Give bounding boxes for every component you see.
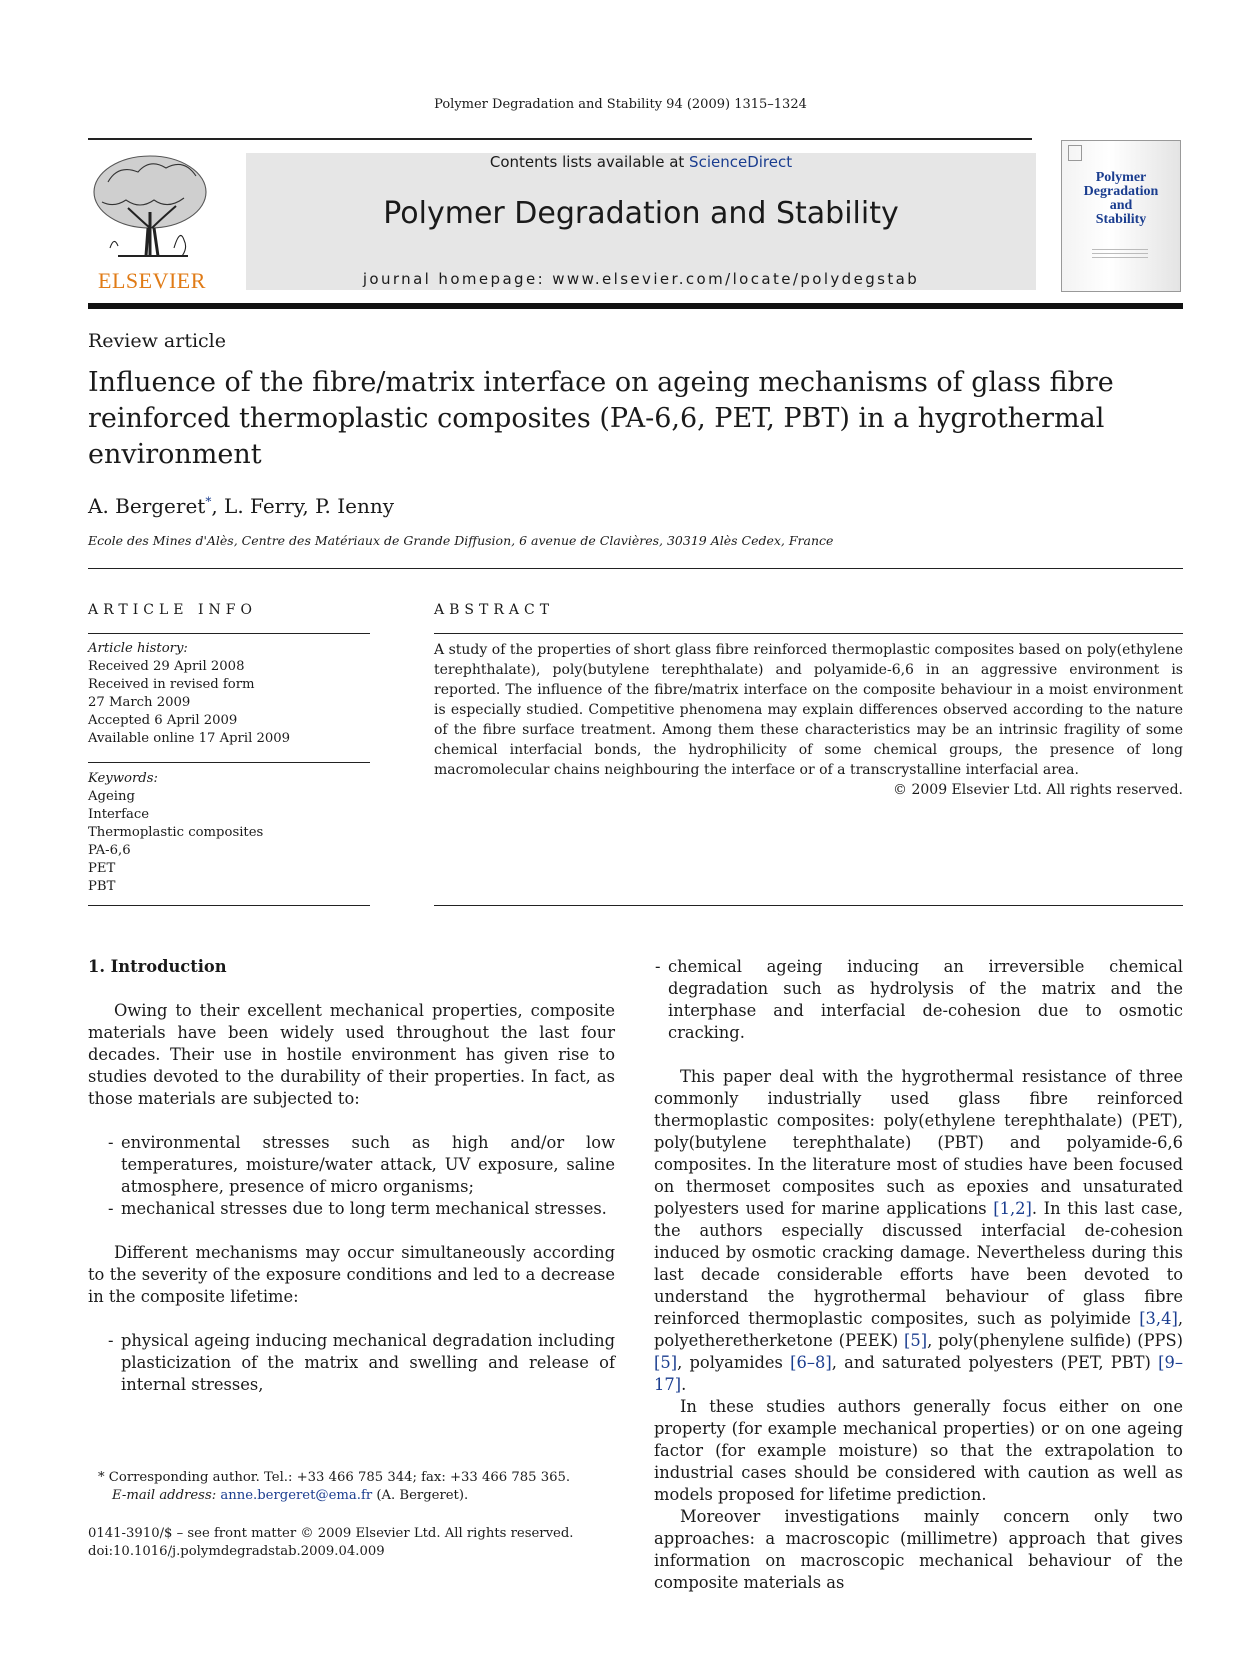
history-label: Article history:: [88, 641, 188, 656]
paragraph: [654, 1066, 1183, 1396]
paragraph: Different mechanisms may occur simultaneously according to the severity of the exposure conditions and led to a decrease in the composite lifetime:: [88, 1243, 615, 1306]
authors: [88, 494, 394, 518]
header-rule: [88, 138, 1032, 140]
text: . In this last case, the authors especially discussed interfacial de-cohesion induced by osmotic cracking damage. Nevertheless during this last decade considerable efforts have been devoted to understand the hygrothermal behaviour of glass fibre reinforced thermoplastic composites, such as polyimide: [654, 1199, 1183, 1328]
info-rule: [88, 905, 370, 906]
elsevier-tree-icon: [88, 152, 216, 270]
text: This paper deal with the hygrothermal resistance of three commonly industrially used glass fibre reinforced thermoplastic composites: poly(ethylene terephthalate) (PET), poly(butylene terephthalate) (PBT) and polyamide-6,6 composites. In the literature most of studies have been focused on thermoset composites such as epoxies and unsaturated polyesters used for marine applications: [654, 1067, 1183, 1218]
email-footnote: [88, 1487, 618, 1505]
contents-prefix: Contents lists available at: [489, 153, 690, 171]
paragraph: In these studies authors generally focus either on one property (for example mechanical properties) or on one ageing factor (for example moisture) so that the extrapolation to industrial cases should be considered with caution as well as models proposed for lifetime prediction.: [654, 1397, 1183, 1504]
body-left-column: [88, 956, 615, 1396]
keyword: Ageing: [88, 789, 135, 804]
history-item: Available online 17 April 2009: [88, 731, 291, 746]
title-rule: [88, 568, 1183, 569]
bullet-list: [654, 956, 1183, 1044]
bullet-list: [88, 1132, 615, 1220]
list-item: - mechanical stresses due to long term mechanical stresses.: [88, 1198, 615, 1220]
email-suffix: (A. Bergeret).: [372, 1488, 469, 1503]
history-item: Received in revised form: [88, 677, 255, 692]
corresponding-text: Corresponding author. Tel.: +33 466 785 344; fax: +33 466 785 365.: [108, 1470, 571, 1485]
text: , poly(phenylene sulfide) (PPS): [927, 1331, 1183, 1350]
list-item: - physical ageing inducing mechanical degradation including plasticization of the matrix and swelling and release of internal stresses,: [88, 1330, 615, 1396]
cover-title-line: Degradation: [1083, 184, 1159, 199]
abstract-copyright: © 2009 Elsevier Ltd. All rights reserved.: [893, 782, 1183, 798]
doi-line[interactable]: doi:10.1016/j.polymdegradstab.2009.04.009: [88, 1544, 385, 1559]
issn-line: 0141-3910/$ – see front matter © 2009 Elsevier Ltd. All rights reserved.: [88, 1526, 574, 1541]
cover-title-line: Stability: [1095, 212, 1147, 227]
corresponding-author-mark[interactable]: *: [205, 494, 212, 509]
abstract-heading: ABSTRACT: [434, 602, 555, 618]
bullet-list: [88, 1330, 615, 1396]
keywords: [88, 770, 370, 896]
citation-link[interactable]: [3,4]: [1139, 1309, 1178, 1328]
footnote-mark: *: [98, 1470, 105, 1485]
email-link[interactable]: anne.bergeret@ema.fr: [220, 1488, 373, 1503]
info-rule: [88, 633, 370, 634]
citation-link[interactable]: [9–17]: [654, 1353, 1184, 1394]
article-title: Influence of the fibre/matrix interface on ageing mechanisms of glass fibre reinforced thermoplastic composites (PA-6,6, PET, PBT) in a hygrothermal environment: [88, 367, 1114, 470]
citation-link[interactable]: [5]: [654, 1353, 678, 1372]
elsevier-wordmark: ELSEVIER: [98, 268, 206, 293]
author-names: , L. Ferry, P. Ienny: [211, 494, 395, 518]
text: .: [681, 1375, 687, 1394]
journal-homepage[interactable]: journal homepage: www.elsevier.com/locate/polydegstab: [362, 270, 920, 288]
citation-link[interactable]: [1,2]: [993, 1199, 1032, 1218]
abstract-text: A study of the properties of short glass fibre reinforced thermoplastic composites based on poly(ethylene terephthalate), poly(butylene terephthalate) and polyamide-6,6 in an aggressive environment is reported. The influence of the fibre/matrix interface on the composite behaviour in a moist environment is especially studied. Competitive phenomena may explain differences observed according to the nature of the fibre surface treatment. Among them these characteristics may be an intrinsic fragility of some chemical interfacial bonds, the hydrophilicity of some chemical groups, the presence of long macromolecular chains neighbouring the interface or of a transcrystalline interfacial area.: [434, 642, 1183, 778]
cover-fine-print: [1092, 249, 1148, 261]
email-label: E-mail address:: [112, 1488, 221, 1503]
abstract-rule: [434, 633, 1183, 634]
citation-link[interactable]: [6–8]: [790, 1353, 832, 1372]
section-title: 1. Introduction: [88, 957, 227, 976]
paragraph: Owing to their excellent mechanical properties, composite materials have been widely used throughout the last four decades. Their use in hostile environment has given rise to studies devoted to the durability of their properties. In fact, as those materials are subjected to:: [88, 1001, 615, 1108]
masthead-rule: [88, 303, 1183, 309]
affiliation: Ecole des Mines d'Alès, Centre des Matériaux de Grande Diffusion, 6 avenue de Clavières, 30319 Alès Cedex, France: [88, 533, 834, 548]
author-name: A. Bergeret: [88, 494, 206, 518]
text: , polyamides: [677, 1353, 791, 1372]
article-info-heading: ARTICLE INFO: [88, 602, 257, 618]
history-item: Received 29 April 2008: [88, 659, 245, 674]
cover-title: [1062, 171, 1180, 227]
info-rule: [88, 762, 370, 763]
list-item: - environmental stresses such as high and/or low temperatures, moisture/water attack, UV exposure, saline atmosphere, presence of micro organisms;: [88, 1132, 615, 1198]
corresponding-footnote: [88, 1469, 618, 1487]
journal-cover-thumbnail[interactable]: [1061, 140, 1181, 292]
cover-logo-icon: [1068, 145, 1082, 161]
body-right-column: [654, 956, 1183, 1594]
keyword: PET: [88, 861, 116, 876]
paragraph: Moreover investigations mainly concern only two approaches: a macroscopic (millimetre) approach that gives information on macroscopic mechanical behaviour of the composite materials as: [654, 1507, 1183, 1592]
front-matter-footer: [88, 1525, 618, 1561]
cover-title-line: and: [1109, 198, 1133, 213]
citation-link[interactable]: [5]: [904, 1331, 928, 1350]
cover-title-line: Polymer: [1095, 170, 1147, 185]
history-item: Accepted 6 April 2009: [88, 713, 238, 728]
article-history: [88, 640, 370, 748]
running-head: Polymer Degradation and Stability 94 (2009) 1315–1324: [434, 97, 807, 112]
keyword: PA-6,6: [88, 843, 131, 858]
journal-name: Polymer Degradation and Stability: [383, 196, 899, 231]
keyword: PBT: [88, 879, 116, 894]
article-type: Review article: [88, 330, 226, 352]
abstract: [434, 640, 1183, 800]
text: , polyetheretherketone (PEEK): [654, 1309, 1183, 1350]
keyword: Thermoplastic composites: [88, 825, 264, 840]
abstract-rule: [434, 905, 1183, 906]
keyword: Interface: [88, 807, 150, 822]
history-item: 27 March 2009: [88, 695, 191, 710]
list-item: - chemical ageing inducing an irreversible chemical degradation such as hydrolysis of the matrix and the interphase and interfacial de-cohesion due to osmotic cracking.: [654, 956, 1183, 1044]
contents-line: [246, 153, 1036, 171]
text: , and saturated polyesters (PET, PBT): [831, 1353, 1159, 1372]
footnote: [88, 1469, 618, 1505]
keywords-label: Keywords:: [88, 771, 158, 786]
sciencedirect-link[interactable]: ScienceDirect: [689, 153, 793, 171]
